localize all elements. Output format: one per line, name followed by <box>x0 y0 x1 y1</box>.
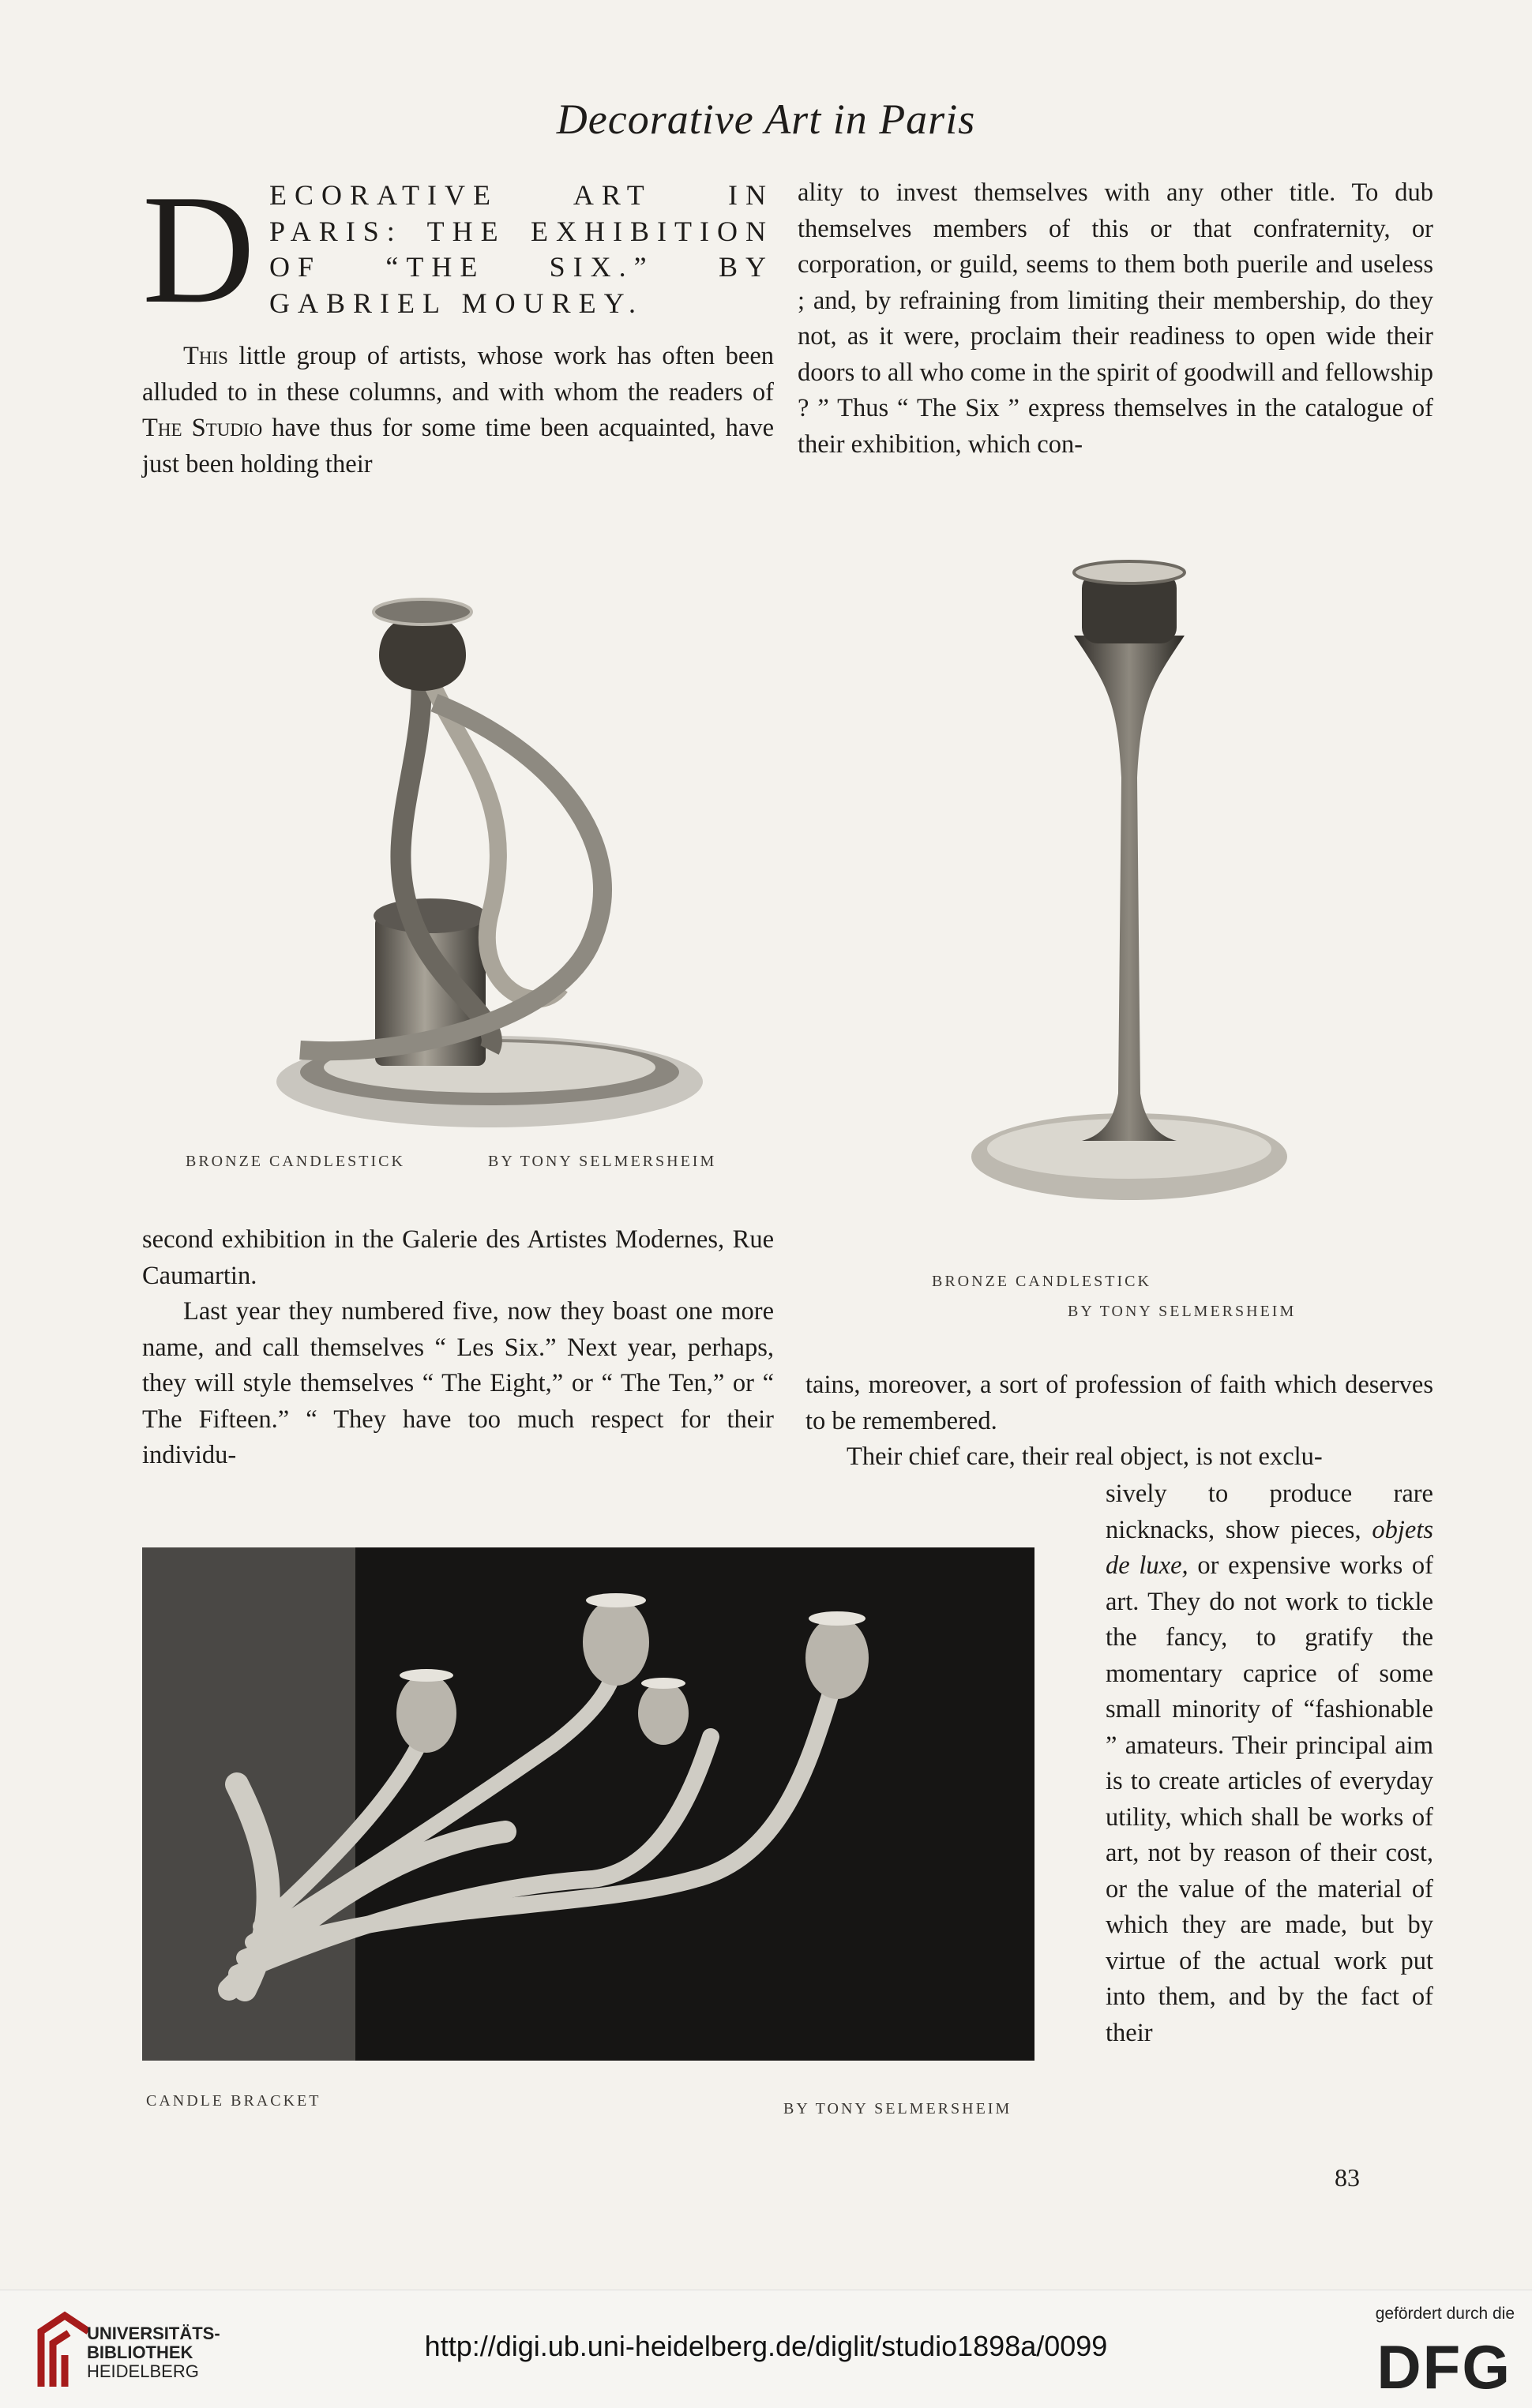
right-narrow-column <box>1106 1476 1433 2051</box>
dfg-logo: DFG <box>1376 2332 1511 2402</box>
figure-1-caption-credit: BY TONY SELMERSHEIM <box>488 1153 717 1170</box>
paragraph: tains, moreover, a sort of profession of faith which deserves to be remembered. <box>805 1371 1433 1435</box>
left-column-middle <box>142 1222 774 1474</box>
intro-paragraph <box>142 339 774 482</box>
intro-text-1: little group of artists, whose work has often been alluded to in these columns, and with whom the readers of <box>142 342 774 407</box>
paragraph: second exhibition in the Galerie des Artistes Modernes, Rue Caumartin. <box>142 1225 774 1290</box>
right-column-top <box>798 175 1433 463</box>
bronze-candlestick-photo-1 <box>253 545 742 1145</box>
intro-first-word: This <box>183 342 228 370</box>
paragraph: Their chief care, their real object, is not exclu- <box>847 1442 1323 1471</box>
library-name-line-2: BIBLIOTHEK <box>87 2342 193 2362</box>
figure-3-caption-credit: BY TONY SELMERSHEIM <box>783 2100 1012 2117</box>
page-number: 83 <box>1335 2163 1360 2192</box>
funding-note: gefördert durch die <box>1375 2305 1515 2323</box>
paragraph: Last year they numbered five, now they boast one more name, and call themselves “ Les Six.” Next year, perhaps, they will style themselves “ The Eight,” or “ The Ten,” or “ The Fifteen.” “ They have too much respect for their individu- <box>142 1297 774 1469</box>
library-name-line-1: UNIVERSITÄTS- <box>87 2324 220 2343</box>
article-opening <box>142 163 775 508</box>
article-heading: ECORATIVE ART IN PARIS: THE EXHIBITION OF “THE SIX.” BY GABRIEL MOUREY. <box>269 179 774 319</box>
drop-cap: D <box>142 163 255 336</box>
italic-phrase: objets de luxe, <box>1106 1515 1433 1580</box>
candle-bracket-drawing <box>142 1547 1034 2061</box>
the-studio-name: The Studio <box>142 414 263 442</box>
candle-bracket-photo <box>142 1547 1034 2061</box>
bronze-candlestick-photo-2 <box>956 541 1287 1220</box>
paragraph: sively to produce rare nicknacks, show pieces, objets de luxe, or expensive works of art. They do not work to tickle the fancy, to gratify the momentary caprice of some small minority of “fashionable ” amateurs. Their principal aim is to create articles of everyday utility, which shall be works of art, not by reason of their cost, or the value of the material of which they are made, but by virtue of the actual work put into them, and by the fact of their <box>1106 1480 1433 2047</box>
digitization-footer <box>0 2290 1532 2408</box>
right-column-middle <box>805 1367 1433 1476</box>
figure-3-caption-title: CANDLE BRACKET <box>146 2092 321 2110</box>
library-name-line-3: HEIDELBERG <box>87 2361 199 2381</box>
figure-2-caption-credit: BY TONY SELMERSHEIM <box>1068 1303 1297 1320</box>
figure-2-caption-title: BRONZE CANDLESTICK <box>932 1273 1151 1290</box>
paragraph: ality to invest themselves with any other title. To dub themselves members of this or that confraternity, or corporation, or guild, seems to them both puerile and useless ; and, by refraining from limiting their membership, do they not, as it were, proclaim their readiness to open wide their doors to all who come in the spirit of goodwill and fellowship ? ” Thus “ The Six ” express themselves in the catalogue of their exhibition, which con- <box>798 178 1433 459</box>
figure-1-caption-title: BRONZE CANDLESTICK <box>186 1153 405 1170</box>
intro-text-2: have thus for some time been acquainted, have just been holding their <box>142 414 775 478</box>
running-head: Decorative Art in Paris <box>556 96 976 143</box>
permalink-url[interactable]: http://digi.ub.uni-heidelberg.de/diglit/studio1898a/0099 <box>424 2330 1108 2362</box>
